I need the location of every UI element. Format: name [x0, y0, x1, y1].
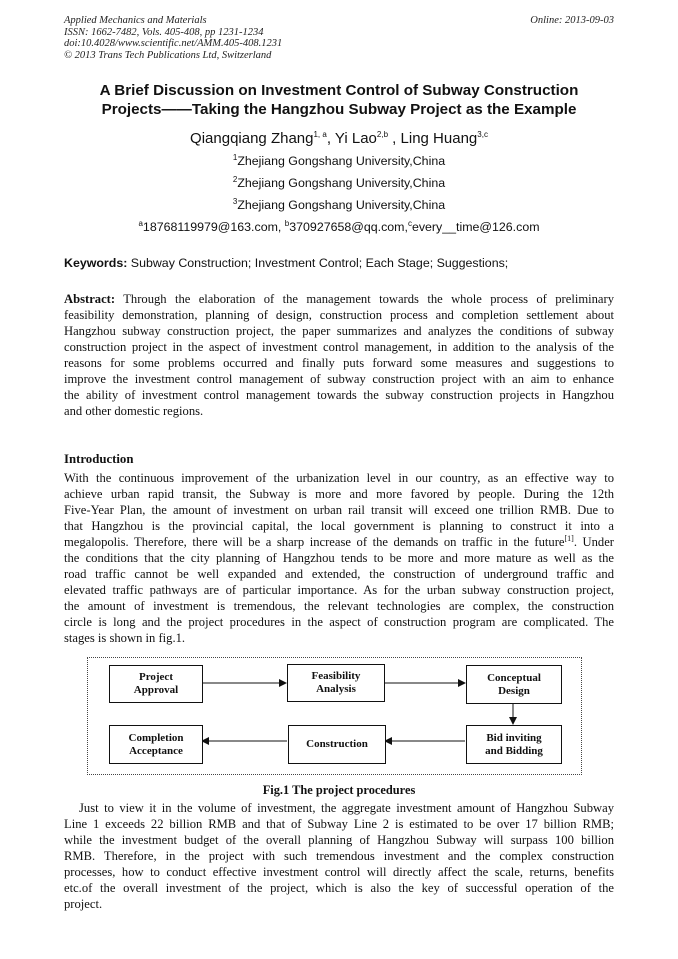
- paragraph-line: Line 1 exceeds 22 billion RMB and that of Subway Line 2 is estimated to be over 17 billion RMB;: [64, 817, 614, 831]
- affiliation-text: Zhejiang Gongshang University,China: [237, 198, 446, 212]
- author-name: Yi Lao: [334, 130, 377, 147]
- intro-line: [64, 534, 614, 550]
- affiliation: [0, 175, 678, 191]
- email-address: every__time@126.com: [411, 220, 540, 234]
- keywords-text: Subway Construction; Investment Control; Each Stage; Suggestions;: [127, 256, 509, 270]
- box-label: and Bidding: [485, 744, 543, 757]
- author-separator: ,: [388, 130, 401, 147]
- box-label: Feasibility: [311, 670, 361, 682]
- paper-title: [40, 81, 638, 119]
- box-label: Completion: [128, 731, 184, 744]
- abstract-line: Hangzhou subway construction project, the paper summarizes and analyzes the conditions of subway: [64, 324, 614, 338]
- abstract-line: feasibility demonstration, planning of design, construction process and completion settlement about: [64, 308, 614, 322]
- author-affiliation-marker: 2,b: [376, 130, 389, 139]
- affiliation-marker: 2: [232, 174, 238, 184]
- abstract-line: reasons for some problems occurred and finally puts forward some measures and suggestions to: [64, 356, 614, 370]
- intro-line: circle is long and the project procedures in the aspect of construction program are complicated. The: [64, 615, 614, 629]
- intro-line: Five-Year Plan, the amount of investment on urban rail transit will exceed one trillion RMB. Due to: [64, 503, 614, 517]
- figure-project-procedures: [87, 657, 582, 775]
- paragraph-line: while the investment budget of the overall planning of Hangzhou Subway will surpass 100 billion: [64, 833, 614, 847]
- figure-caption: Fig.1 The project procedures: [262, 783, 416, 797]
- box-construction: [288, 725, 386, 764]
- abstract-line: [64, 291, 614, 307]
- box-label: Construction: [306, 738, 368, 750]
- author-name: Ling Huang: [400, 130, 478, 147]
- author-separator: ,: [326, 130, 335, 147]
- copyright-line: © 2013 Trans Tech Publications Ltd, Switzerland: [64, 49, 272, 61]
- keywords: [64, 255, 624, 271]
- paragraph-line: Just to view it in the volume of investment, the aggregate investment amount of Hangzhou Subway: [79, 801, 614, 815]
- box-bid-inviting-and-bidding: [466, 725, 562, 764]
- email-address: 370927658@qq.com,: [289, 220, 408, 234]
- box-conceptual-design: [466, 665, 562, 704]
- box-label: Acceptance: [129, 744, 183, 757]
- title-line-1: A Brief Discussion on Investment Control of Subway Construction: [99, 82, 579, 99]
- investment-paragraph: [64, 800, 614, 912]
- paragraph-line: RMB. Therefore, in the project with such tremendous investment and the complex construction: [64, 849, 614, 863]
- paragraph-line: processes, how to conduct effective investment control will directly affect the scale, returns, benefits: [64, 865, 614, 879]
- paragraph-line: project.: [64, 897, 103, 911]
- title-line-2: Projects——Taking the Hangzhou Subway Project as the Example: [101, 101, 577, 118]
- author-affiliation-marker: 1, a: [313, 130, 327, 139]
- abstract-line: construction project in the aspect of investment control management, in addition to the analysis of the: [64, 340, 614, 354]
- keywords-label: Keywords:: [64, 256, 128, 270]
- intro-line: elevated traffic pathways are of particular importance. As for the urban subway construction project,: [64, 583, 614, 597]
- box-label: Design: [498, 684, 530, 697]
- paragraph-line: etc.of the overall investment of the project, which is also the key of successful operation of the: [64, 881, 614, 895]
- box-completion-acceptance: [109, 725, 203, 764]
- citation-ref: [1]: [564, 533, 574, 543]
- box-feasibility-analysis: [287, 664, 385, 702]
- box-label: Conceptual: [487, 671, 541, 684]
- abstract-line: improve the investment control management of subway construction project with an aim to enhance: [64, 372, 614, 386]
- author-emails: [0, 219, 678, 235]
- box-label: Approval: [133, 684, 179, 696]
- author-name: Qiangqiang Zhang: [190, 130, 314, 147]
- intro-text: . Under: [573, 535, 614, 549]
- intro-line: road traffic cannot be well expanded and extended, the construction of underground traffic and: [64, 567, 614, 581]
- affiliation-text: Zhejiang Gongshang University,China: [237, 176, 446, 190]
- journal-name: Applied Mechanics and Materials: [64, 15, 207, 26]
- box-label: Project: [138, 671, 173, 683]
- email-marker: c: [407, 218, 412, 228]
- section-heading-introduction: Introduction: [64, 452, 134, 466]
- author-affiliation-marker: 3,c: [477, 130, 488, 139]
- intro-line: the amount of investment is tremendous, the relevant technologies are complex, the construction: [64, 599, 614, 613]
- abstract-text: Through the elaboration of the management towards the whole process of preliminary: [115, 292, 614, 306]
- abstract-line: the ability of investment control management towards the subway construction projects in Hangzhou: [64, 388, 614, 402]
- affiliation-marker: 1: [232, 152, 238, 162]
- online-date: Online: 2013-09-03: [530, 15, 614, 26]
- intro-line: the conditions that the city planning of Hangzhou tends to be more and more mature as well as the: [64, 551, 614, 565]
- email-address: 18768119979@163.com,: [142, 220, 285, 234]
- box-project-approval: [109, 665, 203, 703]
- email-marker: a: [138, 218, 143, 228]
- intro-line: stages is shown in fig.1.: [64, 631, 186, 645]
- author-list: [0, 129, 678, 149]
- intro-line: With the continuous improvement of the urbanization level in our country, as an effective way to: [64, 471, 614, 485]
- journal-header: [64, 15, 282, 61]
- box-label: Bid inviting: [486, 731, 542, 744]
- introduction-paragraph: [64, 470, 614, 646]
- issn-line: ISSN: 1662-7482, Vols. 405-408, pp 1231-1234: [64, 26, 264, 38]
- intro-text: megalopolis. Therefore, there will be a sharp increase of the demands on traffic in the future: [64, 535, 565, 549]
- doi-line: doi:10.4028/www.scientific.net/AMM.405-408.1231: [64, 38, 283, 49]
- affiliation: [0, 153, 678, 169]
- abstract-label: Abstract:: [64, 292, 116, 306]
- intro-line: achieve urban rapid transit, the Subway is more and more favored by people. During the 12th: [64, 487, 614, 501]
- email-marker: b: [284, 218, 290, 228]
- box-label: Analysis: [316, 683, 356, 695]
- abstract-line: and other domestic regions.: [64, 404, 204, 418]
- intro-line: that Hangzhou is the provincial capital, the local government is planning to construct it into a: [64, 519, 614, 533]
- abstract: [64, 291, 614, 419]
- affiliation: [0, 197, 678, 213]
- affiliation-text: Zhejiang Gongshang University,China: [237, 154, 446, 168]
- affiliation-marker: 3: [232, 196, 238, 206]
